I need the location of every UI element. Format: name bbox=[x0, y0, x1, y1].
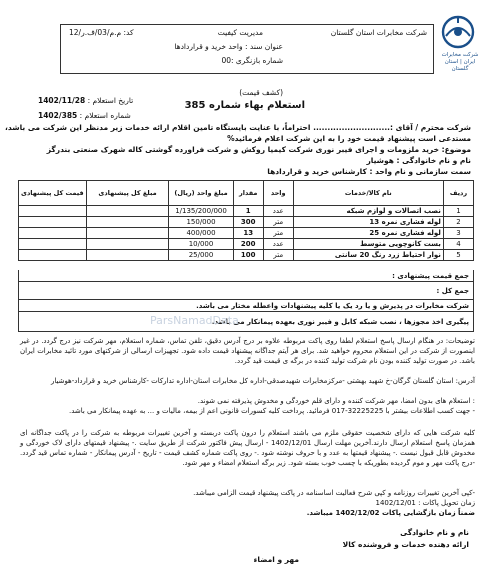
note-row-1: شرکت مخابرات در پذیرش و یا رد یک یا کلیه پیشنهادات واعطله مختار می باشد. bbox=[18, 300, 474, 312]
conditions-paragraph: کلیه شرکت هایی که دارای شخصیت حقوقی ملزم می باشند استعلام را درون پاکت دربسته و آخرین تغییرات مربوطه به شرکت را در پاکت جداگانه ای همزمان پاسخ استعلام ارسال دارند.آخرین مهلت ارسال 1402/12/01 - ارسال پیش فاکتور شرکت از طریق سایت .- پیشنهاد قیمتهای دارای لاک خوردگی و مخدوش قابل قبول نیست .- پیشنهاد قیمتها به عدد و با حروف نوشته شود .- روی پاکت شماره کشف قیمت - تاریخ - آدرس پیمانکار - شماره تماس قید گردد. -درج پاکت مهر و موم گردیده بطوریکه با چسب خوب بسته شود. زیر برگه استعلام امضاء و مهر شود. bbox=[20, 429, 475, 467]
date-label: تاریخ استعلام : bbox=[87, 96, 134, 105]
row-qty: 300 bbox=[233, 217, 263, 228]
row-offer bbox=[86, 228, 169, 239]
footer-name-label: نام و نام خانوادگی bbox=[400, 528, 469, 537]
note-row-2: پیگیری اخذ مجوزها ، نصب شبکه کابل و فیبر نوری بعهده پیمانکار می باشد. bbox=[18, 312, 474, 332]
table-row bbox=[19, 228, 474, 239]
row-idx: 5 bbox=[443, 250, 473, 261]
department: مدیریت کیفیت bbox=[217, 28, 263, 37]
table-header-row bbox=[19, 181, 474, 206]
row-item: لوله فشاری نمره 25 bbox=[293, 228, 443, 239]
footer-provider-label: ارائه دهنده خدمات و فروشنده کالا bbox=[342, 540, 469, 549]
inquiry-title: استعلام بهاء شماره 385 bbox=[184, 100, 305, 111]
row-qty: 1 bbox=[233, 206, 263, 217]
row-offer bbox=[86, 206, 169, 217]
number-value: 1402/385 bbox=[38, 111, 78, 120]
subject-line: موضوع: خرید ملزومات و اجرای فیبر نوری شرکت کیمیا روکش و شرکت فراورده گوشتی کاله شهرک صنعتی بندرگز bbox=[46, 145, 471, 154]
row-item: بست کانوچویی متوسط bbox=[293, 239, 443, 250]
address-paragraph: آدرس: استان گلستان گرگان-خ شهید بهشتی -مرکزمخابرات شهیدصدقی-اداره کل مخابرات استان-اداره تدارکات -کارشناس خرید و قرارداد-هوشیار bbox=[50, 377, 475, 385]
inquiry-number bbox=[38, 111, 131, 121]
row-item: لوله فشاری نمره 13 bbox=[293, 217, 443, 228]
col-total-offer: قیمت کل پیشنهادی bbox=[19, 181, 87, 206]
row-total bbox=[19, 206, 87, 217]
watermark: ParsNamadData bbox=[150, 314, 239, 327]
row-offer bbox=[86, 217, 169, 228]
row-idx: 2 bbox=[443, 217, 473, 228]
row-price: 150/000 bbox=[169, 217, 233, 228]
row-total bbox=[19, 239, 87, 250]
row-price: 1/135/200/000 bbox=[169, 206, 233, 217]
contact-paragraph: - جهت کسب اطلاعات بیشتر با 32225225-017 فرمائید. پرداخت کلیه کسورات قانونی اعم از بیمه، مالیات و ... به عهده پیمانکار می باشد. bbox=[68, 407, 475, 415]
sum-all-row: جمع کل : bbox=[18, 282, 474, 300]
inquiry-note: (کشف قیمت) bbox=[239, 88, 283, 97]
row-qty: 200 bbox=[233, 239, 263, 250]
row-total bbox=[19, 250, 87, 261]
footer-sign-label: مهر و امضاء bbox=[253, 555, 299, 564]
requester-line: نام و نام خانوادگی : هوشیار bbox=[366, 156, 471, 165]
delivery-date: زمان تحویل پاکات : 1402/12/01 bbox=[375, 499, 475, 507]
unit-line: سمت سازمانی و نام واحد : کارشناس خرید و قراردادها bbox=[267, 167, 471, 176]
col-row: ردیف bbox=[443, 181, 473, 206]
row-price: 10/000 bbox=[169, 239, 233, 250]
table-row bbox=[19, 250, 474, 261]
number-label: شماره استعلام : bbox=[79, 111, 131, 120]
explanation-paragraph: توضیحات: در هنگام ارسال پاسخ استعلام لطفا روی پاکت مربوطه علاوه بر درج آدرس دقیق، تلفن تماس، شماره استعلام، مهر شرکت نیز درج گردد. در غیر اینصورت از شرکت در این استعلام محروم خواهید شد. برای هر آیتم جداگانه پیشنهاد قیمت داده شود. تجهیزات ارسالی از شرکتهای مورد تائید مخابرات ایران باشد. در صورت تولید کننده بودن نام شرکت تولید کننده در برگه ی قیمت قید گردد. bbox=[20, 337, 475, 365]
row-idx: 1 bbox=[443, 206, 473, 217]
row-unit: متر bbox=[263, 228, 293, 239]
items-table bbox=[18, 180, 474, 261]
request-line: مستدعی است پیشنهاد قیمت خود را به این شرکت اعلام فرمائید% bbox=[227, 134, 471, 143]
row-idx: 4 bbox=[443, 239, 473, 250]
opening-date: ضمناً زمان بازگشایی پاکات 1402/12/02 میباشد. bbox=[306, 509, 475, 517]
row-total bbox=[19, 217, 87, 228]
col-unit-price: مبلغ واحد (ریال) bbox=[169, 181, 233, 206]
row-unit: متر bbox=[263, 250, 293, 261]
row-price: 400/000 bbox=[169, 228, 233, 239]
date-value: 1402/11/28 bbox=[38, 96, 86, 105]
row-unit: عدد bbox=[263, 206, 293, 217]
document-header bbox=[60, 24, 434, 74]
row-price: 25/000 bbox=[169, 250, 233, 261]
row-item: نوار احتیاط زرد رنگ 20 سانتی bbox=[293, 250, 443, 261]
row-unit: عدد bbox=[263, 239, 293, 250]
row-unit: متر bbox=[263, 217, 293, 228]
table-row bbox=[19, 206, 474, 217]
row-offer bbox=[86, 239, 169, 250]
col-unit: واحد bbox=[263, 181, 293, 206]
table-row bbox=[19, 239, 474, 250]
logo-caption: شرکت مخابرات ایران | استان گلستان bbox=[441, 52, 479, 72]
row-qty: 100 bbox=[233, 250, 263, 261]
col-offer: مبلغ کل پیشنهادی bbox=[86, 181, 169, 206]
row-idx: 3 bbox=[443, 228, 473, 239]
doc-title: عنوان سند : واحد خرید و قراردادها bbox=[174, 42, 283, 51]
row-offer bbox=[86, 250, 169, 261]
row-total bbox=[19, 228, 87, 239]
doc-code: کد: م.م/03/ف.ر/12 bbox=[69, 28, 134, 37]
documents-note: -کپی آخرین تغییرات روزنامه و کپی شرح فعالیت اساسنامه در پاکت پیشنهاد قیمت الزامی میباشد. bbox=[193, 489, 475, 497]
sum-offer-row: جمع قیمت پیشنهادی : bbox=[18, 270, 474, 282]
company-logo-icon bbox=[438, 14, 478, 52]
company-line: شرکت محترم / آقای :........................... احتراماً، با عنایت بایستگاه تامین اقلام ارائه خدمات زیر مدنظر این شرکت می باشد، bbox=[5, 123, 471, 132]
row-qty: 13 bbox=[233, 228, 263, 239]
inquiry-date bbox=[38, 96, 133, 106]
col-item: نام کالا/خدمات bbox=[293, 181, 443, 206]
revision: شماره بازنگری :00 bbox=[221, 56, 283, 65]
signature-note: : استعلام های بدون امضا، مهر شرکت کننده و دارای قلم خوردگی و مخدوش پذیرفته نمی شوند. bbox=[197, 397, 475, 405]
org-name: شرکت مخابرات استان گلستان bbox=[330, 28, 427, 37]
col-qty: مقدار bbox=[233, 181, 263, 206]
table-row bbox=[19, 217, 474, 228]
row-item: نصب اتصالات و لوازم شبکه bbox=[293, 206, 443, 217]
